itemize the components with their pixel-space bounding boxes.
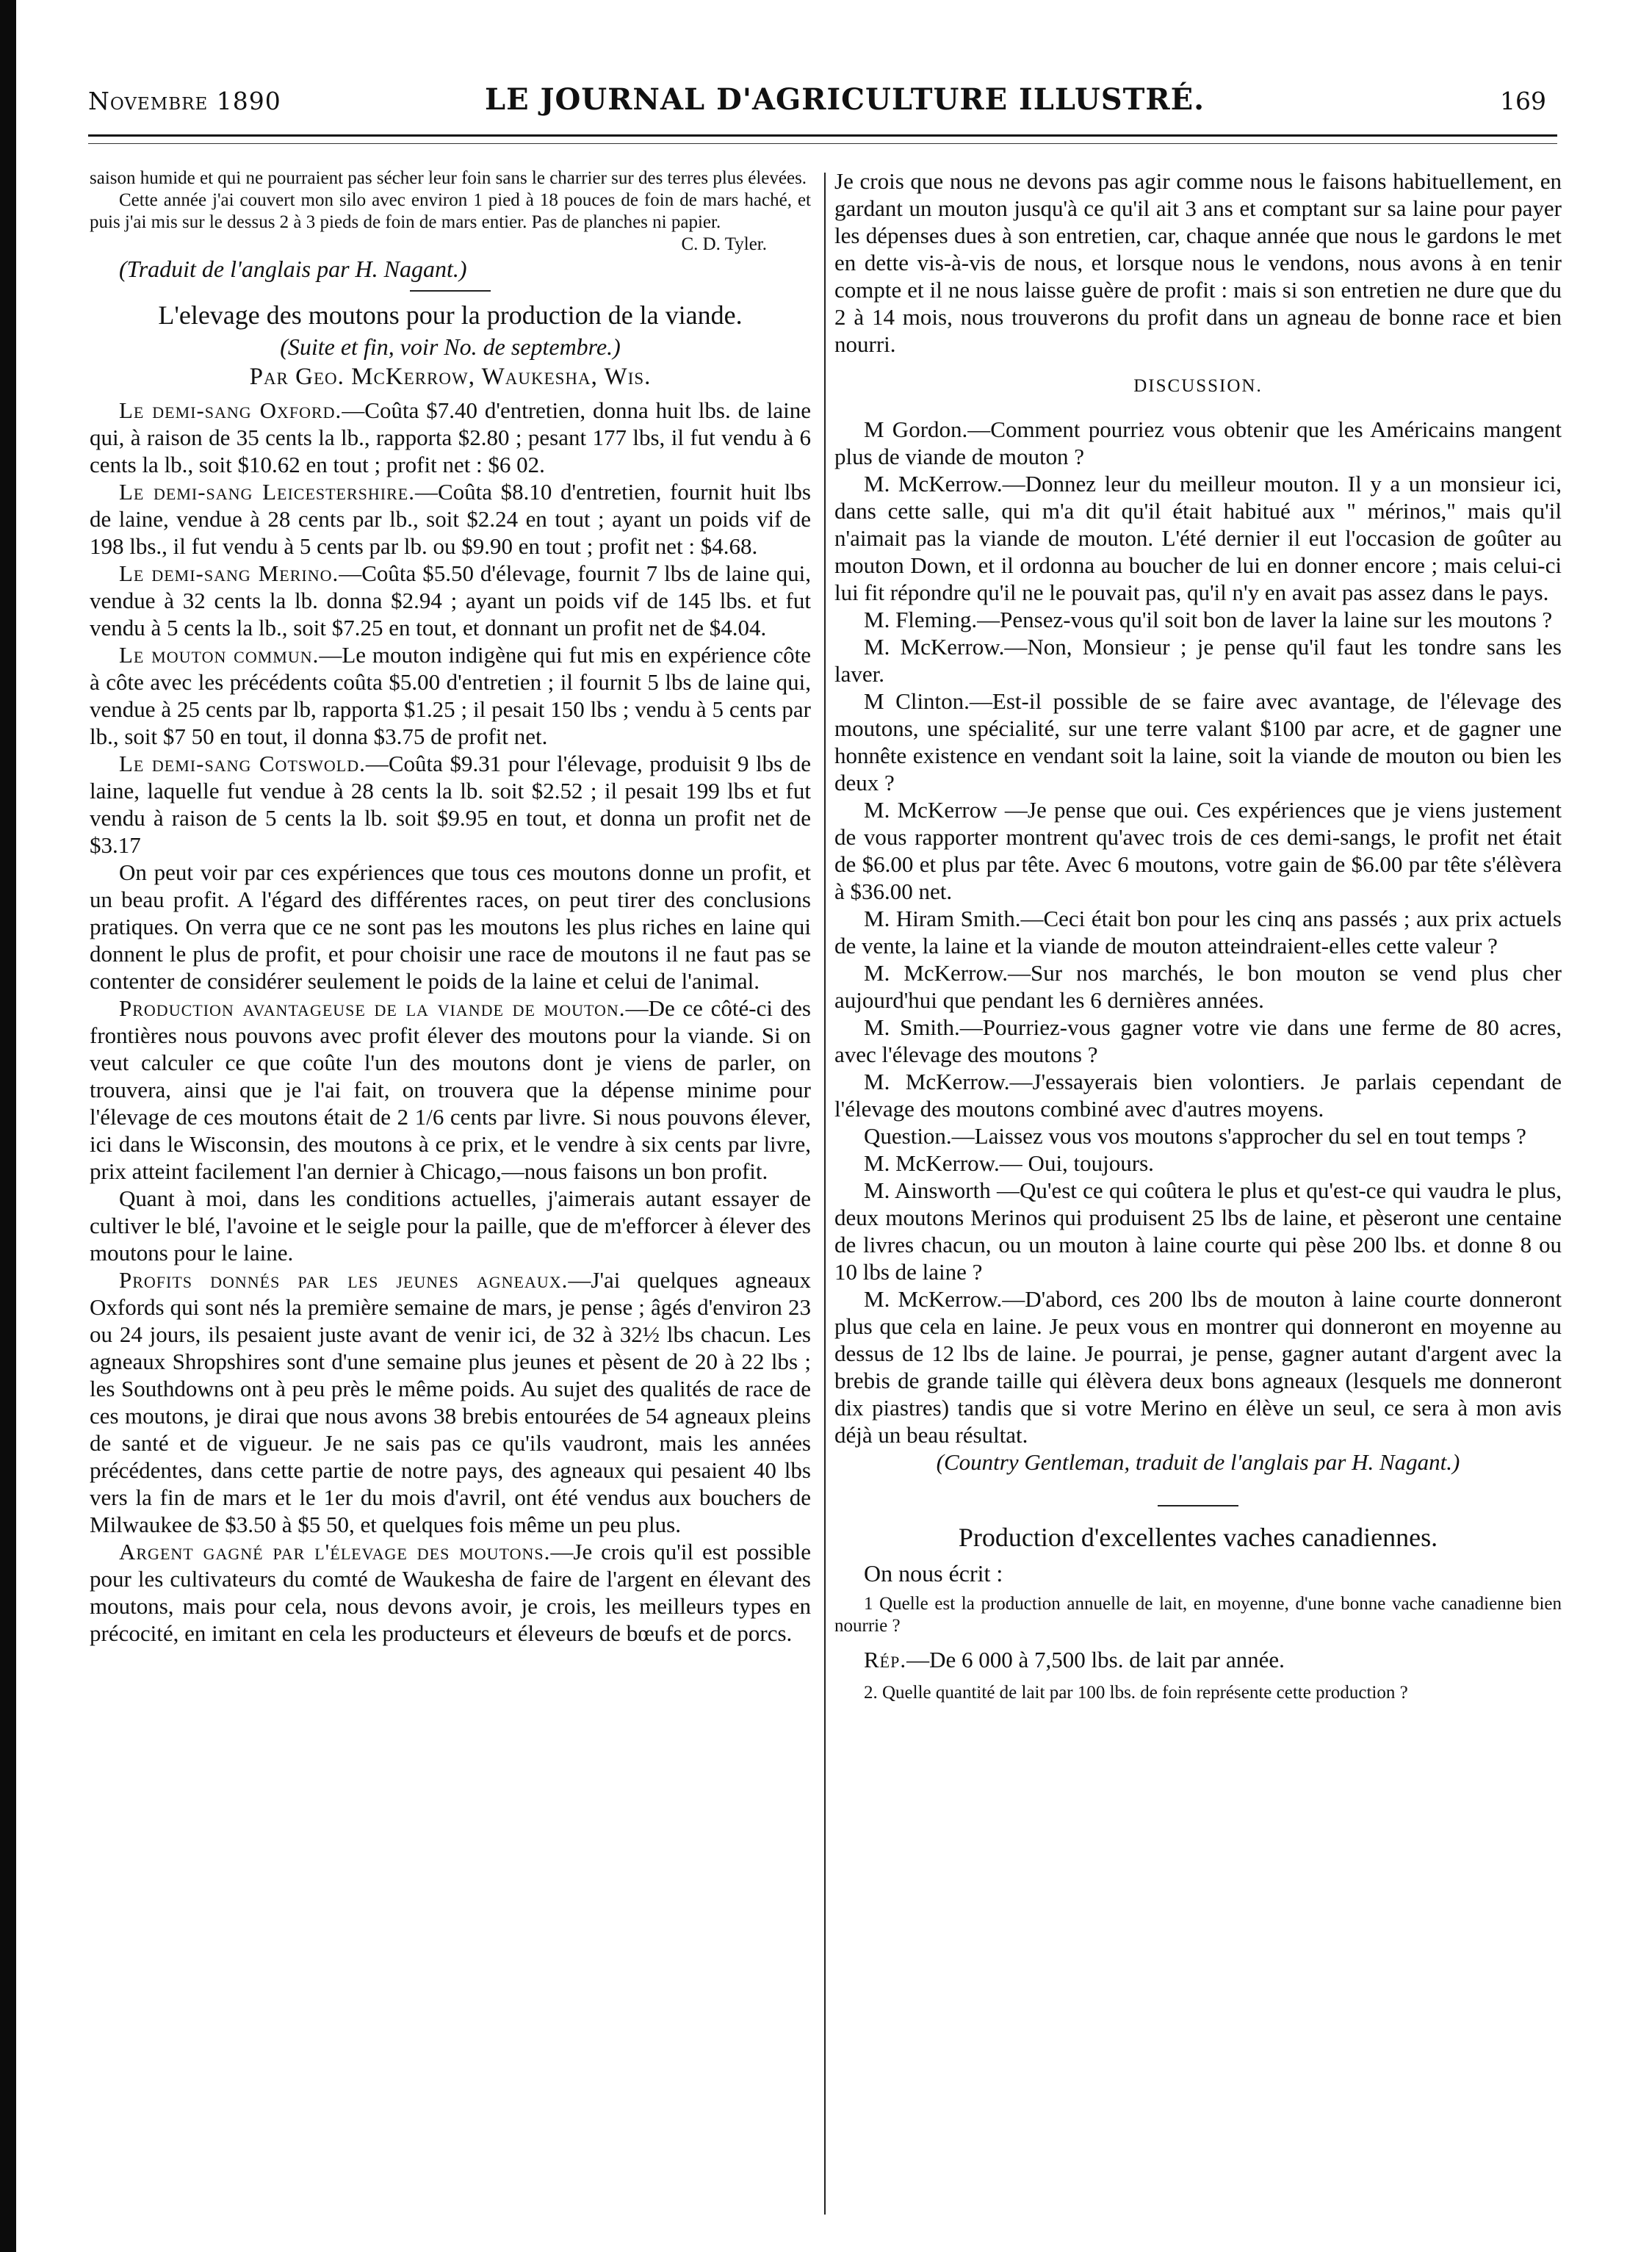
- paragraph-lead: Profits donnés par les jeunes agneaux.: [119, 1267, 569, 1293]
- header-rule: [88, 134, 1557, 137]
- body-paragraph: Le demi-sang Leicestershire.—Coûta $8.10 d'entretien, fournit huit lbs de laine, vendue à 28 cents par lb., soit $2.24 en tout ; ayant un poids vif de 198 lbs., il fut vendu à 5 cents par lb. ou $9.90 en tout ; profit net : $4.68.: [90, 479, 811, 559]
- body-paragraph: Le demi-sang Cotswold.—Coûta $9.31 pour l'élevage, produisit 9 lbs de laine, laquelle fut vendue à 28 cents la lb. soit $2.52 ; il pesait 199 lbs et fut vendu à raison de 5 cents la lb. soit $9.95 en tout, et donna un profit net de $3.17: [90, 751, 811, 858]
- answer-paragraph: Rép.—De 6 000 à 7,500 lbs. de lait par année.: [864, 1647, 1285, 1672]
- header-date: Novembre 1890: [88, 87, 281, 115]
- article-title: L'elevage des moutons pour la production de la viande.: [158, 300, 743, 330]
- paragraph-lead: Rép.: [864, 1647, 907, 1672]
- question-paragraph: 2. Quelle quantité de lait par 100 lbs. de foin représente cette production ?: [864, 1683, 1408, 1703]
- dialogue-paragraph: M. McKerrow.—J'essayerais bien volontiers. Je parlais cependant de l'élevage des moutons combiné avec d'autres moyens.: [834, 1069, 1562, 1122]
- body-paragraph: Le demi-sang Merino.—Coûta $5.50 d'élevage, fournit 7 lbs de laine qui, vendue à 32 cents la lb. donna $2.94 ; ayant un poids vif de 145 lbs. et fut vendu à 5 cents la lb., soit $7.25 en tout, et donnant un profit net de $4.04.: [90, 560, 811, 640]
- body-paragraph: Quant à moi, dans les conditions actuelles, j'aimerais autant essayer de cultiver le blé, l'avoine et le seigle pour la paille, que de m'efforcer à élever des moutons pour le laine.: [90, 1185, 811, 1266]
- body-paragraph: Argent gagné par l'élevage des moutons.—Je crois qu'il est possible pour les cultivateurs du comté de Waukesha de faire de l'argent en élevant des moutons, mais pour cela, nous devons avoir, je crois, les meilleurs types en précocité, en imitant en cela les producteurs et éleveurs de bœufs et de porcs.: [90, 1539, 811, 1646]
- dialogue-paragraph: M. Hiram Smith.—Ceci était bon pour les cinq ans passés ; aux prix actuels de vente, la laine et la viande de mouton atteindraient-elles cette valeur ?: [834, 906, 1562, 959]
- body-paragraph: Production avantageuse de la viande de mouton.—De ce côté-ci des frontières nous pouvons avec profit élever des moutons pour la viande. Si on veut calculer ce que coûte l'un des moutons dont je viens de parler, on trouvera, ainsi que je l'ai fait, on trouvera que la dépense minime pour l'élevage de ces moutons était de 2 1/6 cents par livre. Si nous pouvons élever, ici dans le Wisconsin, des moutons à ce prix, et le vendre à six cents par livre, prix atteint facilement l'an dernier à Chicago,—nous faisons un bon profit.: [90, 995, 811, 1184]
- dialogue-paragraph: M. McKerrow —Je pense que oui. Ces expériences que je viens justement de vous rapporter montrent qu'avec trois de ces demi-sangs, le profit net était de $6.00 et plus par tête. Avec 6 moutons, votre gain de $6.00 par tête s'élèvera à $36.00 net.: [834, 797, 1562, 904]
- body-paragraph: Le mouton commun.—Le mouton indigène qui fut mis en expérience côte à côte avec les précédents coûta $5.00 d'entretien ; il fournit 5 lbs de laine qui, vendue à 25 cents par lb, rapporta $1.25 ; il pesait 150 lbs ; vendu à 5 cents par lb., soit $7 50 en tout, il donna $3.75 de profit net.: [90, 642, 811, 749]
- source-credit: (Country Gentleman, traduit de l'anglais par H. Nagant.): [936, 1449, 1460, 1475]
- right-column: [834, 167, 1562, 1704]
- dialogue-paragraph: M. Smith.—Pourriez-vous gagner votre vie dans une ferme de 80 acres, avec l'élevage des moutons ?: [834, 1014, 1562, 1067]
- body-paragraph: On nous écrit :: [864, 1560, 1003, 1587]
- dialogue-paragraph: Question.—Laissez vous vos moutons s'approcher du sel en tout temps ?: [864, 1123, 1526, 1149]
- paragraph-lead: Le demi-sang Merino.: [119, 560, 339, 586]
- paragraph-lead: Le demi-sang Leicestershire.: [119, 479, 415, 505]
- dialogue-paragraph: M. McKerrow.—Sur nos marchés, le bon mouton se vend plus cher aujourd'hui que pendant les 6 dernières années.: [834, 960, 1562, 1013]
- body-paragraph: Profits donnés par les jeunes agneaux.—J'ai quelques agneaux Oxfords qui sont nés la première semaine de mars, je pense ; âgés d'environ 23 ou 24 jours, ils pesaient juste avant de venir ici, de 32 à 32½ lbs chacun. Les agneaux Shropshires sont d'une semaine plus jeunes et pèsent de 20 à 22 lbs ; les Southdowns ont à peu près le même poids. Au sujet des qualités de race de ces moutons, je dirai que nous avons 38 brebis entourées de 54 agneaux pleins de santé et de vigueur. Je ne sais pas ce qu'ils vaudront, mais les années précédentes, dans cette partie de notre pays, des agneaux qui pesaient 40 lbs vers la fin de mars et le 1er du mois d'avril, ont été vendus aux bouchers de Milwaukee de $3.50 à $5 50, et quelques fois même un peu plus.: [90, 1267, 811, 1537]
- dialogue-paragraph: M. McKerrow.—Donnez leur du meilleur mouton. Il y a un monsieur ici, dans cette salle, qui m'a dit qu'il était habitué aux " mérinos," mais qu'il n'aimait pas la viande de mouton. L'été dernier il eut l'occasion de goûter au mouton Down, et il ordonna au boucher de lui en donner encore ; mais celui-ci lui fit répondre qu'il ne le pouvait pas, qu'il n'y en avait pas assez dans le pays.: [834, 471, 1562, 605]
- header-rule-thin: [88, 143, 1557, 144]
- dialogue-paragraph: M. McKerrow.—D'abord, ces 200 lbs de mouton à laine courte donneront plus que cela en laine. Je peux vous en montrer qui donneront en moyenne au dessus de 12 lbs de laine. Je pourrai, je pense, gagner autant d'argent avec la brebis de grande taille qui élèvera deux bons agneaux (lesquels me donneront dix piastres) tandis que si votre Merino en élève un seul, ce sera à mon avis déjà un beau résultat.: [834, 1286, 1562, 1448]
- page-number: 169: [1500, 87, 1546, 115]
- dialogue-paragraph: M. McKerrow.— Oui, toujours.: [864, 1150, 1154, 1176]
- page-header: [88, 82, 1572, 118]
- dialogue-paragraph: M Gordon.—Comment pourriez vous obtenir que les Américains mangent plus de viande de mouton ?: [834, 416, 1562, 469]
- journal-title: LE JOURNAL D'AGRICULTURE ILLUSTRÉ.: [485, 82, 1205, 117]
- separator-rule: [410, 290, 491, 292]
- article-byline: Par Geo. McKerrow, Waukesha, Wis.: [249, 364, 652, 390]
- section-title: Production d'excellentes vaches canadiennes.: [958, 1523, 1438, 1552]
- separator-rule: [1158, 1505, 1238, 1506]
- paragraph-lead: Argent gagné par l'élevage des moutons.: [119, 1539, 551, 1565]
- intro-signature: C. D. Tyler.: [681, 234, 767, 254]
- dialogue-paragraph: M. McKerrow.—Non, Monsieur ; je pense qu'il faut les tondre sans les laver.: [834, 634, 1562, 687]
- binding-edge: [0, 0, 16, 2252]
- question-paragraph: 1 Quelle est la production annuelle de lait, en moyenne, d'une bonne vache canadienne bien nourrie ?: [834, 1594, 1562, 1636]
- body-paragraph: Le demi-sang Oxford.—Coûta $7.40 d'entretien, donna huit lbs. de laine qui, à raison de 35 cents la lb., rapporta $2.80 ; pesant 177 lbs, il fut vendu à 6 cents la lb., soit $10.62 en tout ; profit net : $6 02.: [90, 397, 811, 477]
- paragraph-lead: Production avantageuse de la viande de mouton.: [119, 995, 626, 1021]
- intro-paragraph: Cette année j'ai couvert mon silo avec environ 1 pied à 18 pouces de foin de mars haché, et puis j'ai mis sur le dessus 2 à 3 pieds de foin de mars entier. Pas de planches ni papier.: [90, 190, 811, 232]
- dialogue-paragraph: M Clinton.—Est-il possible de se faire avec avantage, de l'élevage des moutons, une spécialité, sur une terre valant $100 par acre, et de gagner une honnête existence en vendant soit la laine, soit la viande de mouton ou bien les deux ?: [834, 688, 1562, 795]
- paragraph-lead: Le demi-sang Cotswold.: [119, 751, 366, 776]
- paragraph-lead: Le mouton commun.: [119, 642, 320, 668]
- body-paragraph: On peut voir par ces expériences que tous ces moutons donne un profit, et un beau profit. A l'égard des différentes races, on peut tirer des conclusions pratiques. On verra que ce ne sont pas les moutons les plus riches en laine qui donnent le plus de profit, et pour choisir une race de moutons il ne faut pas se contenter de considérer seulement le poids de la laine et celui de l'animal.: [90, 859, 811, 994]
- discussion-heading: DISCUSSION.: [1133, 376, 1263, 396]
- left-column: [90, 167, 811, 1647]
- body-paragraph: Je crois que nous ne devons pas agir comme nous le faisons habituellement, en gardant un mouton jusqu'à ce qu'il ait 3 ans et comptant sur sa laine pour payer les dépenses dues à son entretien, car, chaque année que nous le gardons le met en dette vis-à-vis de nous, et lorsque nous le vendons, nous avons à en tenir compte et il ne nous laisse guère de profit : mais si son entretien ne dure que du 2 à 14 mois, nous trouverons du profit dans un agneau de bonne race et bien nourri.: [834, 168, 1562, 357]
- dialogue-paragraph: M. Ainsworth —Qu'est ce qui coûtera le plus et qu'est-ce qui vaudra le plus, deux moutons Merinos qui produisent 25 lbs de laine, et pèseront une centaine de livres chacun, ou un mouton à laine courte qui pèse 200 lbs. et donne 8 ou 10 lbs de laine ?: [834, 1177, 1562, 1285]
- paragraph-lead: Le demi-sang Oxford.: [119, 397, 342, 423]
- column-divider: [824, 173, 826, 2215]
- dialogue-paragraph: M. Fleming.—Pensez-vous qu'il soit bon de laver la laine sur les moutons ?: [864, 607, 1553, 632]
- article-subtitle: (Suite et fin, voir No. de septembre.): [280, 333, 621, 360]
- translation-credit: (Traduit de l'anglais par H. Nagant.): [119, 256, 467, 282]
- intro-paragraph: saison humide et qui ne pourraient pas sécher leur foin sans le charrier sur des terres plus élevées.: [90, 168, 807, 188]
